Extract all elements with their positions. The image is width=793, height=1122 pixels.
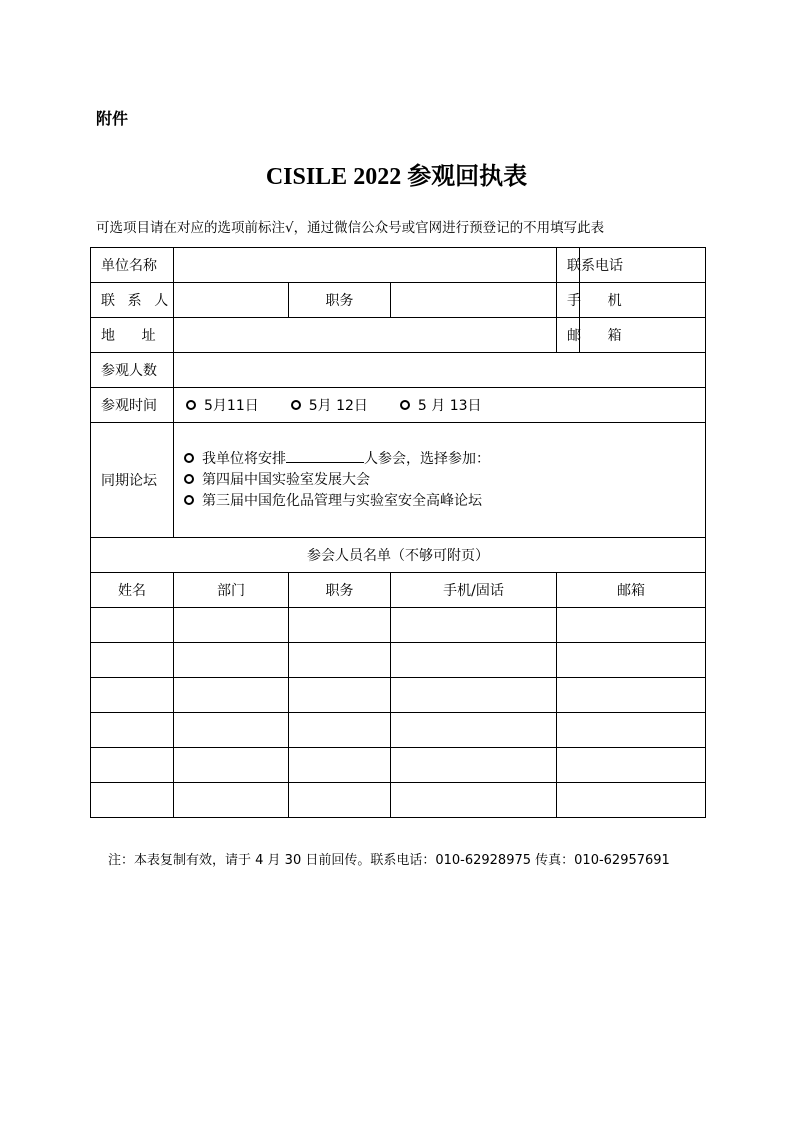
attendee-count-blank[interactable] [286,448,364,463]
table-cell[interactable] [174,608,289,643]
table-cell[interactable] [391,608,557,643]
attendee-rows [91,608,706,818]
table-row [91,643,706,678]
table-cell[interactable] [391,643,557,678]
visit-date-option[interactable] [186,395,259,415]
table-cell[interactable] [91,748,174,783]
table-row [91,678,706,713]
visit-date-option[interactable] [400,395,482,415]
radio-bullet-icon [400,400,410,410]
table-cell[interactable] [289,748,391,783]
forum-options [174,423,706,538]
forum-option-text: 第三届中国危化品管理与实验室安全高峰论坛 [202,493,482,509]
radio-bullet-icon [184,453,194,463]
attachment-label: 附件 [96,109,129,128]
forum-option[interactable] [184,470,695,491]
unit-name-label: 单位名称 [91,248,174,283]
table-cell[interactable] [557,643,706,678]
visit-date-option[interactable] [291,395,368,415]
registration-form-table [90,247,706,818]
contact-field[interactable] [174,283,289,318]
column-header-department: 部门 [174,573,289,608]
radio-bullet-icon [291,400,301,410]
table-cell[interactable] [391,678,557,713]
table-cell[interactable] [91,783,174,818]
address-field[interactable] [174,318,557,353]
mobile-label: 手机 [557,283,580,318]
table-cell[interactable] [557,748,706,783]
column-header-phone: 手机/固话 [391,573,557,608]
column-header-position: 职务 [289,573,391,608]
visit-date-options [174,388,706,423]
table-cell[interactable] [174,643,289,678]
visitors-count-field[interactable] [174,353,706,388]
table-cell[interactable] [174,678,289,713]
page-title: CISILE 2022 参观回执表 [265,164,528,190]
table-row [91,783,706,818]
table-cell[interactable] [557,783,706,818]
address-label: 地址 [91,318,174,353]
radio-bullet-icon [186,400,196,410]
table-cell[interactable] [289,643,391,678]
table-cell[interactable] [91,608,174,643]
table-cell[interactable] [174,783,289,818]
radio-bullet-icon [184,495,194,505]
table-cell[interactable] [91,643,174,678]
table-cell[interactable] [174,713,289,748]
contact-label: 联系人 [91,283,174,318]
table-row [91,748,706,783]
position-field[interactable] [391,283,557,318]
table-cell[interactable] [391,713,557,748]
forum-attendance-line[interactable] [184,448,695,470]
email-label: 邮箱 [557,318,580,353]
table-row [91,608,706,643]
visitors-count-label: 参观人数 [91,353,174,388]
unit-name-field[interactable] [174,248,557,283]
table-row [91,713,706,748]
table-cell[interactable] [557,678,706,713]
column-header-name: 姓名 [91,573,174,608]
table-cell[interactable] [557,608,706,643]
forum-label: 同期论坛 [91,423,174,538]
forum-option[interactable] [184,491,695,512]
table-cell[interactable] [91,678,174,713]
table-cell[interactable] [557,713,706,748]
visit-date-text: 5月 12日 [308,398,368,414]
visit-time-label: 参观时间 [91,388,174,423]
table-cell[interactable] [391,783,557,818]
table-cell[interactable] [91,713,174,748]
forum-line-prefix: 我单位将安排 [202,451,286,467]
phone-label: 联系电话 [557,248,580,283]
visit-date-text: 5 月 13日 [417,398,482,414]
radio-bullet-icon [184,474,194,484]
forum-line-suffix: 人参会，选择参加： [364,451,490,467]
table-cell[interactable] [289,608,391,643]
forum-option-text: 第四届中国实验室发展大会 [202,472,370,488]
visit-date-text: 5月11日 [204,398,259,414]
table-cell[interactable] [289,713,391,748]
table-cell[interactable] [289,783,391,818]
table-cell[interactable] [174,748,289,783]
table-cell[interactable] [391,748,557,783]
attendee-list-title: 参会人员名单（不够可附页） [91,538,706,573]
instruction-text: 可选项目请在对应的选项前标注√，通过微信公众号或官网进行预登记的不用填写此表 [96,220,605,236]
column-header-email: 邮箱 [557,573,706,608]
table-cell[interactable] [289,678,391,713]
position-label: 职务 [289,283,391,318]
footer-note: 注：本表复制有效，请于 4 月 30 日前回传。联系电话：010-62928975 传真：010-62957691 [108,853,670,868]
